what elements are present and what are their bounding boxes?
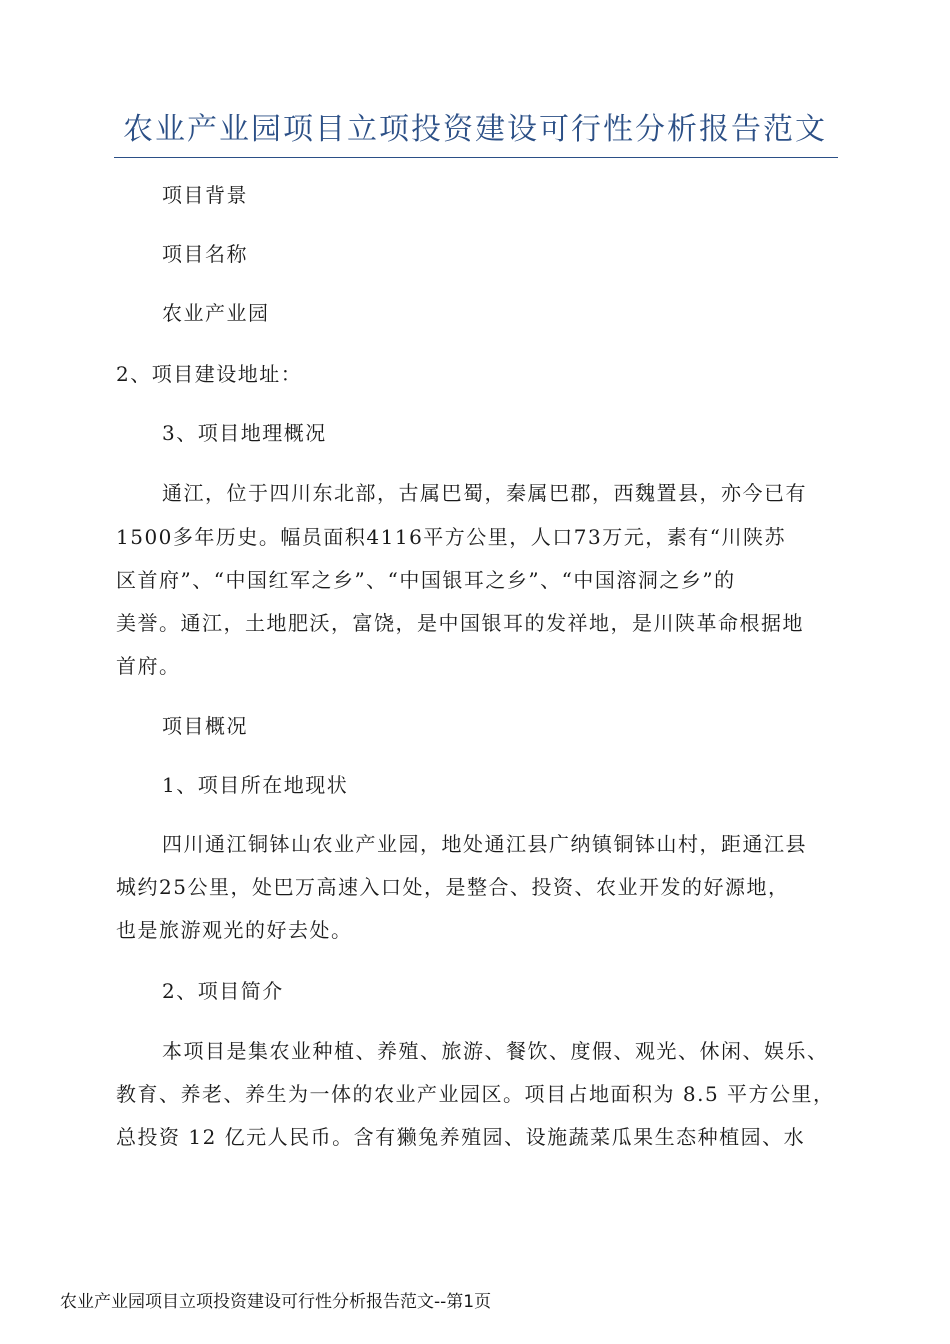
paragraph-line: 也是旅游观光的好去处。 [116,918,353,942]
paragraph-line: 美誉。通江，土地肥沃，富饶，是中国银耳的发祥地，是川陕革命根据地 [116,611,804,635]
heading-project-name: 项目名称 [162,242,248,266]
paragraph-line: 总投资 12 亿元人民币。含有獭兔养殖园、设施蔬菜瓜果生态种植园、水 [116,1125,806,1149]
paragraph-line: 城约25公里，处巴万高速入口处，是整合、投资、农业开发的好源地， [116,875,790,899]
paragraph-line: 区首府”、“中国红军之乡”、“中国银耳之乡”、“中国溶洞之乡”的 [116,568,736,592]
heading-geography-overview: 3、项目地理概况 [162,421,327,445]
heading-site-status: 1、项目所在地现状 [162,773,349,797]
paragraph-line: 教育、养老、养生为一体的农业产业园区。项目占地面积为 8.5 平方公里， [116,1082,835,1106]
project-name-value: 农业产业园 [162,301,270,325]
page-footer: 农业产业园项目立项投资建设可行性分析报告范文--第1页 [60,1292,492,1312]
paragraph-line: 四川通江铜钵山农业产业园，地处通江县广纳镇铜钵山村，距通江县 [162,832,807,856]
heading-project-background: 项目背景 [162,183,248,207]
heading-project-overview: 项目概况 [162,714,248,738]
paragraph-line: 1500多年历史。幅员面积4116平方公里，人口73万元，素有“川陕苏 [116,525,786,549]
paragraph-line: 首府。 [116,654,181,678]
document-title: 农业产业园项目立项投资建设可行性分析报告范文 [123,112,827,147]
heading-project-intro: 2、项目简介 [162,979,284,1003]
heading-project-address: 2、项目建设地址： [116,362,303,386]
title-underline [114,157,838,158]
paragraph-line: 通江，位于四川东北部，古属巴蜀，秦属巴郡，西魏置县，亦今已有 [162,481,807,505]
paragraph-line: 本项目是集农业种植、养殖、旅游、餐饮、度假、观光、休闲、娱乐、 [162,1039,829,1063]
